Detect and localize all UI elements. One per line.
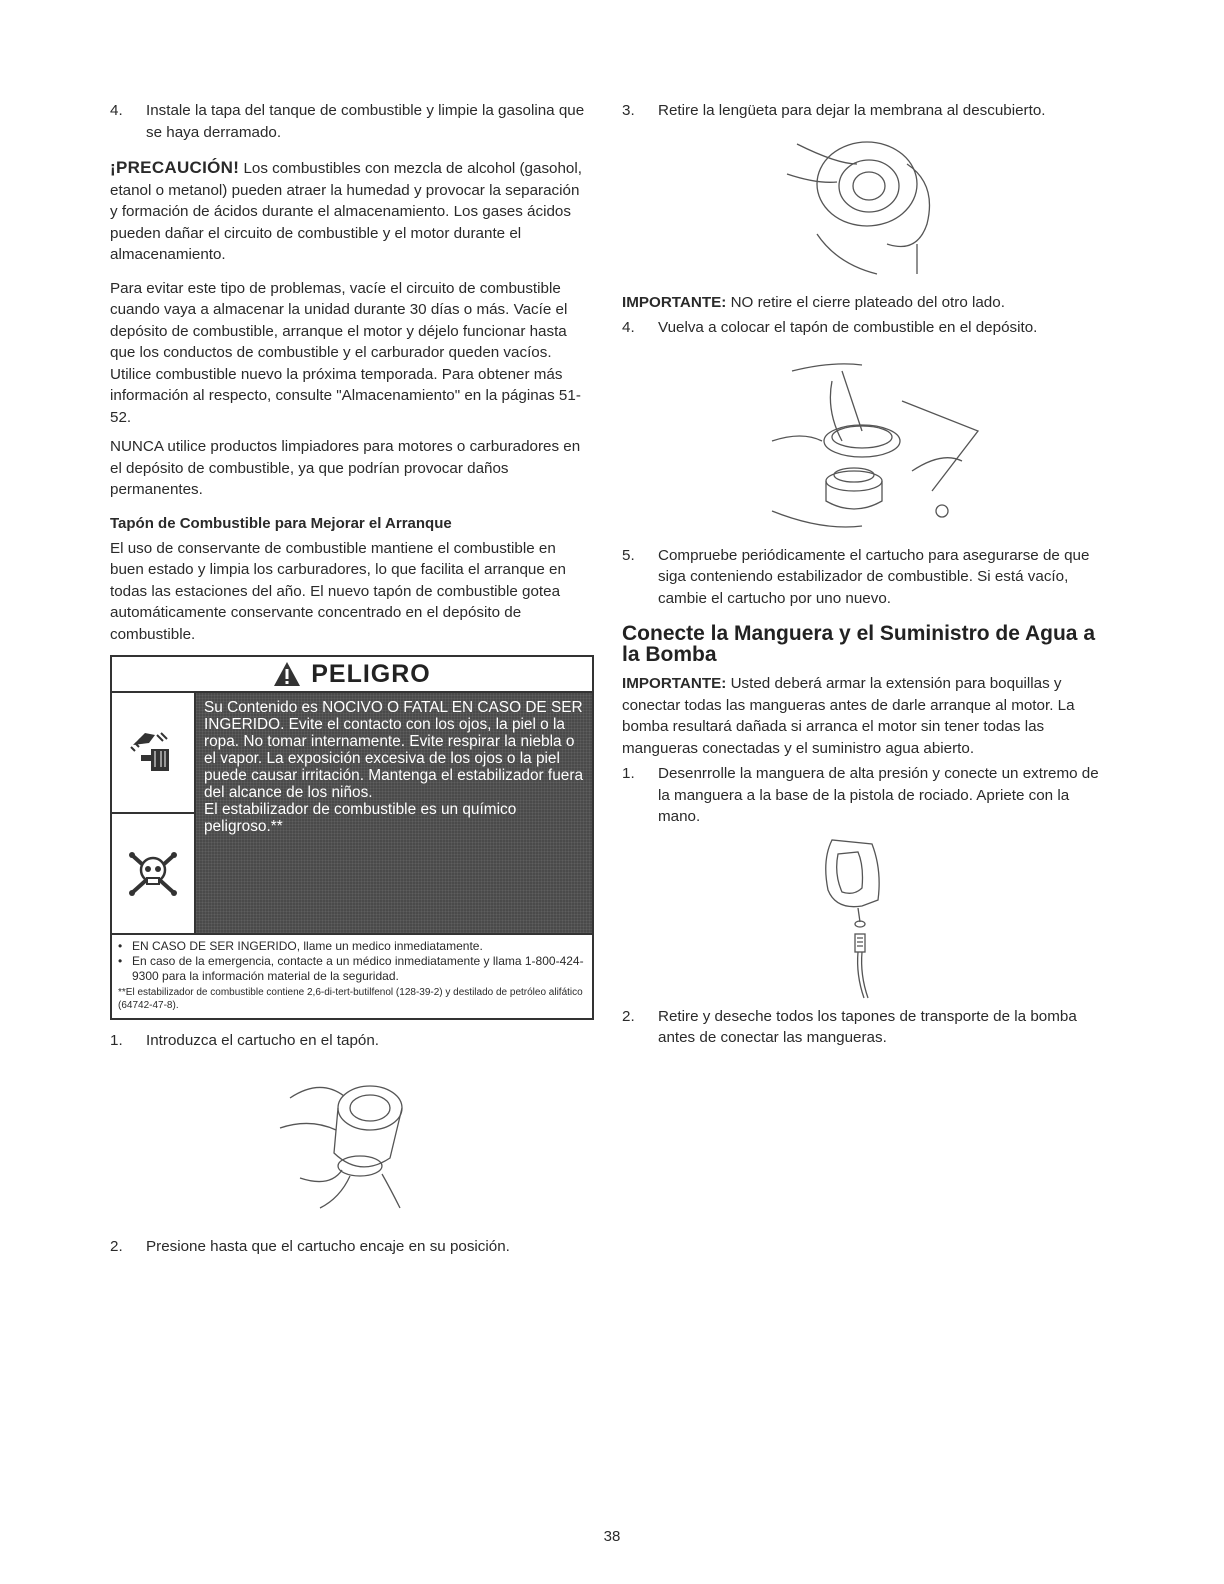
list-number: 4.	[110, 102, 123, 119]
never-paragraph: NUNCA utilice productos limpiadores para motores o carburadores en el depósito de combustible, ya que podrían provocar daños permanentes.	[110, 438, 581, 498]
danger-bullet-text-2: En caso de la emergencia, contacte a un médico inmediatamente y llama 1-800-424-9300 para la información material de la seguridad.	[132, 954, 584, 983]
danger-text-2: El estabilizador de combustible es un químico peligroso.**	[204, 801, 517, 835]
danger-bullet	[118, 954, 586, 984]
step-4	[622, 317, 1102, 339]
spray-gun-hose-illustration	[802, 830, 922, 1000]
list-number: 5.	[622, 546, 635, 564]
bullet-mark: •	[118, 954, 123, 968]
cartridge-insert-illustration	[260, 1058, 440, 1228]
list-text: Desenrrolle la manguera de alta presión y conecte un extremo de la manguera a la base de la pistola de rociado. Apriete con la mano.	[658, 765, 1099, 825]
list-number: 3.	[622, 102, 635, 119]
list-text: Retire y deseche todos los tapones de transporte de la bomba antes de conectar las mangueras.	[658, 1007, 1077, 1046]
left-column	[110, 100, 590, 1257]
cap-replace-figure	[622, 341, 1102, 541]
cartridge-insert-figure	[110, 1058, 590, 1228]
membrane-illustration	[777, 124, 947, 284]
danger-body	[112, 693, 592, 933]
danger-warning-text	[196, 693, 592, 933]
danger-title: PELIGRO	[311, 659, 431, 688]
hose-step-2	[622, 1006, 1102, 1049]
important-note-2	[622, 673, 1102, 759]
right-column	[622, 100, 1102, 1049]
list-number: 2.	[622, 1007, 635, 1025]
important-lead: IMPORTANTE:	[622, 675, 727, 692]
list-number: 1.	[110, 1032, 123, 1049]
important-text: NO retire el cierre plateado del otro lado.	[726, 293, 1005, 311]
stabilizer-paragraph: El uso de conservante de combustible mantiene el combustible en buen estado y limpia los carburadores, lo que facilita el arranque en todas las estaciones del año. El nuevo tapón de combustible gotea automáticamente conservante concentrado en el depósito de combustible.	[110, 539, 566, 643]
danger-header	[112, 657, 592, 693]
danger-box	[110, 655, 594, 1020]
caution-paragraph	[110, 157, 590, 266]
step-3	[622, 100, 1102, 122]
list-number: 4.	[622, 319, 635, 336]
danger-text-1: Su Contenido es NOCIVO O FATAL EN CASO DE SER INGERIDO. Evite el contacto con los ojos, la piel o la ropa. No tomar internamente. Evite respirar la niebla o el vapor. La exposición excesiva de los ojos o la piel puede causar irritación. Mantenga el estabilizador fuera del alcance de los niños.	[204, 699, 584, 801]
hose-step-1	[622, 763, 1102, 828]
danger-bullet	[118, 939, 586, 954]
membrane-figure	[622, 124, 1102, 284]
step-5	[622, 545, 1102, 610]
danger-footnote: **El estabilizador de combustible contiene 2,6-di-tert-butilfenol (128-39-2) y destilado de petróleo alifático (64742-47-8).	[118, 987, 583, 1011]
bullet-mark: •	[118, 939, 123, 953]
danger-bullet-text-1: EN CASO DE SER INGERIDO, llame un medico inmediatamente.	[132, 939, 483, 953]
danger-icon-cell	[112, 812, 194, 933]
list-number: 1.	[622, 765, 635, 782]
spray-gun-figure	[622, 830, 1102, 1000]
list-item-4	[110, 100, 590, 143]
list-text: Compruebe periódicamente el cartucho para asegurarse de que siga conteniendo estabilizador de combustible. Si está vacío, cambie el cartucho por uno nuevo.	[658, 546, 1090, 607]
important-text: Usted deberá armar la extensión para boquillas y conectar todas las mangueras antes de darle arranque al motor. La bomba resultará dañada si arranca el motor sin tener todas las mangueras conectadas y el suministro agua abierto.	[622, 675, 1075, 757]
caution-lead: ¡PRECAUCIÓN!	[110, 158, 240, 177]
list-text: Retire la lengüeta para dejar la membrana al descubierto.	[658, 102, 1046, 119]
warning-triangle-icon	[273, 661, 301, 687]
list-text: Presione hasta que el cartucho encaje en su posición.	[146, 1237, 510, 1255]
step-2	[110, 1236, 590, 1258]
list-text: Introduzca el cartucho en el tapón.	[146, 1032, 380, 1049]
caution-text: Los combustibles con mezcla de alcohol (gasohol, etanol o metanol) pueden atraer la humedad y provocar la separación y formación de ácidos durante el almacenamiento. Los gases ácidos pueden dañar el circuito de combustible y el motor durante el almacenamiento.	[110, 160, 582, 263]
list-number: 2.	[110, 1237, 123, 1255]
avoid-paragraph: Para evitar este tipo de problemas, vacíe el circuito de combustible cuando vaya a almacenar la unidad durante 30 días o más. Vacíe el depósito de combustible, arranque el motor y déjelo funcionar hasta que los conductos de combustible y el carburador queden vacíos. Utilice combustible nuevo la próxima temporada. Para obtener más información al respecto, consulte "Almacenamiento" en la páginas 51-52.	[110, 279, 581, 426]
skull-crossbones-icon	[125, 846, 181, 902]
cap-replace-illustration	[742, 341, 982, 541]
list-text: Vuelva a colocar el tapón de combustible en el depósito.	[658, 319, 1038, 336]
corrosive-hand-icon	[125, 725, 181, 781]
step-1	[110, 1030, 590, 1052]
subheading: Tapón de Combustible para Mejorar el Arranque	[110, 514, 452, 532]
danger-icons	[112, 693, 196, 933]
danger-notes	[112, 933, 592, 1018]
list-text: Instale la tapa del tanque de combustible y limpie la gasolina que se haya derramado.	[146, 102, 585, 141]
section-title: Conecte la Manguera y el Suministro de Agua a la Bomba	[622, 622, 1096, 666]
important-lead: IMPORTANTE:	[622, 293, 727, 311]
page-number: 38	[603, 1528, 621, 1545]
important-note-1	[622, 292, 1102, 314]
danger-icon-cell	[112, 693, 194, 812]
